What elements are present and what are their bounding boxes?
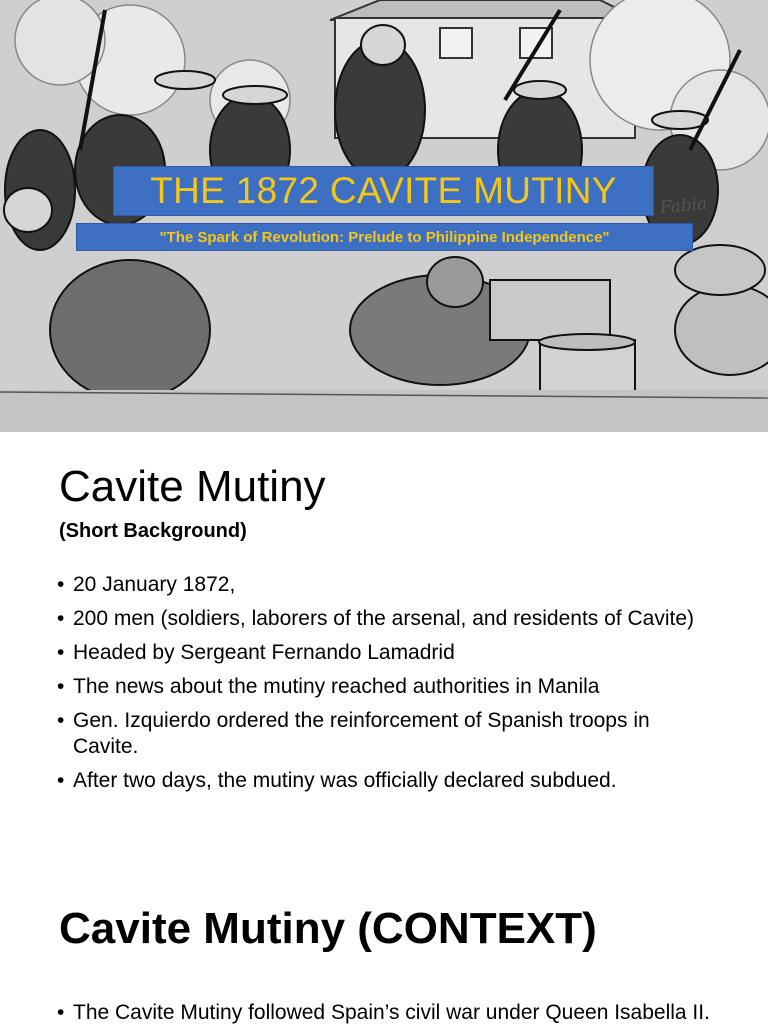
list-item — [57, 606, 717, 632]
background-slide — [0, 432, 768, 864]
slide-subheading: (Short Background) — [59, 520, 247, 542]
list-item — [57, 768, 717, 794]
bullet-icon: • — [57, 675, 65, 698]
subtitle-box — [76, 223, 693, 251]
slide-subtitle: "The Spark of Revolution: Prelude to Philippine Independence" — [159, 228, 610, 246]
bullet-icon: • — [57, 641, 65, 664]
list-item — [57, 674, 717, 700]
list-item-text: After two days, the mutiny was officially declared subdued. — [73, 769, 617, 792]
list-item-text: 200 men (soldiers, laborers of the arsenal, and residents of Cavite) — [73, 607, 694, 630]
list-item-text: The Cavite Mutiny followed Spain’s civil war under Queen Isabella II. — [73, 1001, 710, 1024]
sketch-illustration — [0, 0, 768, 432]
context-slide — [0, 864, 768, 1024]
title-box — [113, 166, 654, 216]
bullet-list — [57, 1000, 717, 1034]
list-item — [57, 708, 717, 760]
slide-heading: Cavite Mutiny — [59, 462, 326, 511]
list-item-text: The news about the mutiny reached authorities in Manila — [73, 675, 600, 698]
bullet-icon: • — [57, 769, 65, 792]
bullet-icon: • — [57, 607, 65, 630]
list-item — [57, 1000, 717, 1026]
list-item-text: Headed by Sergeant Fernando Lamadrid — [73, 641, 455, 664]
bullet-list — [57, 572, 717, 802]
list-item-text: 20 January 1872, — [73, 573, 236, 596]
slide-heading: Cavite Mutiny (CONTEXT) — [59, 904, 597, 953]
list-item-text: Gen. Izquierdo ordered the reinforcement of Spanish troops in Cavite. — [73, 709, 650, 758]
list-item — [57, 572, 717, 598]
slide-title: THE 1872 CAVITE MUTINY — [150, 170, 617, 211]
artist-signature: Fabia — [659, 193, 709, 219]
bullet-icon: • — [57, 1001, 65, 1024]
bullet-icon: • — [57, 709, 65, 732]
list-item — [57, 640, 717, 666]
title-slide — [0, 0, 768, 432]
bullet-icon: • — [57, 573, 65, 596]
